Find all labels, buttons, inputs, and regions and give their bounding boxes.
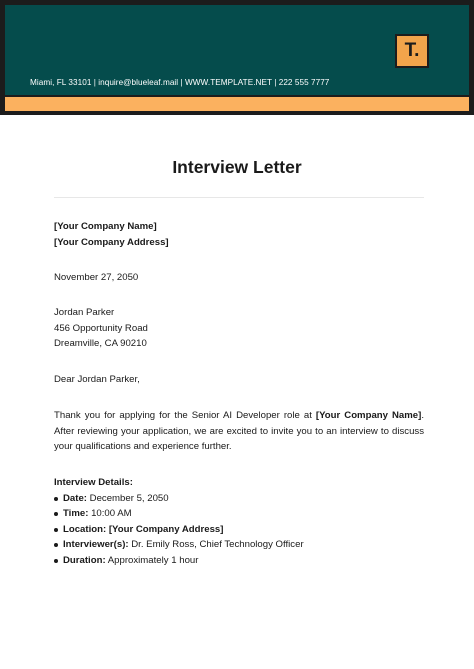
list-item [54, 537, 424, 553]
detail-label: Location: [63, 523, 107, 535]
title-divider [54, 197, 424, 198]
body-text-start: Thank you for applying for the Senior AI Developer role at [54, 410, 316, 421]
company-address: [Your Company Address] [54, 236, 169, 248]
list-item [54, 522, 424, 538]
body-paragraph [54, 408, 424, 455]
date-text: November 27, 2050 [54, 272, 139, 283]
header-frame [0, 0, 474, 115]
recipient-street: 456 Opportunity Road [54, 322, 148, 334]
detail-value: Approximately 1 hour [105, 554, 199, 566]
detail-value: Dr. Emily Ross, Chief Technology Officer [128, 539, 304, 550]
company-block [54, 219, 424, 250]
body-company-name: [Your Company Name] [315, 410, 422, 421]
letter-date [54, 270, 424, 286]
detail-value: 10:00 AM [88, 508, 132, 519]
list-item [54, 553, 424, 569]
contact-info: Miami, FL 33101 | inquire@blueleaf.mail | WWW.TEMPLATE.NET | 222 555 7777 [30, 78, 330, 87]
interview-details [54, 475, 424, 568]
detail-label: Duration: [63, 554, 106, 566]
recipient-city: Dreamville, CA 90210 [54, 338, 147, 349]
body-text-end: . After reviewing your application, we are excited to invite you to an interview to discuss your qualifications and experience further. [54, 410, 425, 452]
list-item [54, 506, 424, 522]
detail-value: December 5, 2050 [87, 492, 169, 504]
company-name: [Your Company Name] [54, 221, 157, 232]
company-logo: T. [395, 34, 429, 68]
bullet-icon [54, 559, 58, 563]
bullet-icon [54, 543, 58, 547]
bullet-icon [54, 528, 58, 532]
bullet-icon [54, 512, 58, 516]
detail-label: Date: [63, 492, 87, 504]
bullet-icon [54, 497, 58, 501]
recipient-block [54, 305, 424, 352]
details-heading: Interview Details: [54, 477, 133, 488]
details-list [54, 491, 424, 569]
detail-label: Time: [63, 508, 89, 519]
detail-value: [Your Company Address] [106, 523, 224, 535]
header-accent-stripe [5, 97, 469, 111]
detail-label: Interviewer(s): [63, 539, 129, 550]
recipient-name: Jordan Parker [54, 307, 115, 318]
page-title: Interview Letter [172, 157, 302, 177]
salutation [54, 372, 424, 388]
list-item [54, 491, 424, 507]
salutation-text: Dear Jordan Parker, [54, 374, 140, 385]
